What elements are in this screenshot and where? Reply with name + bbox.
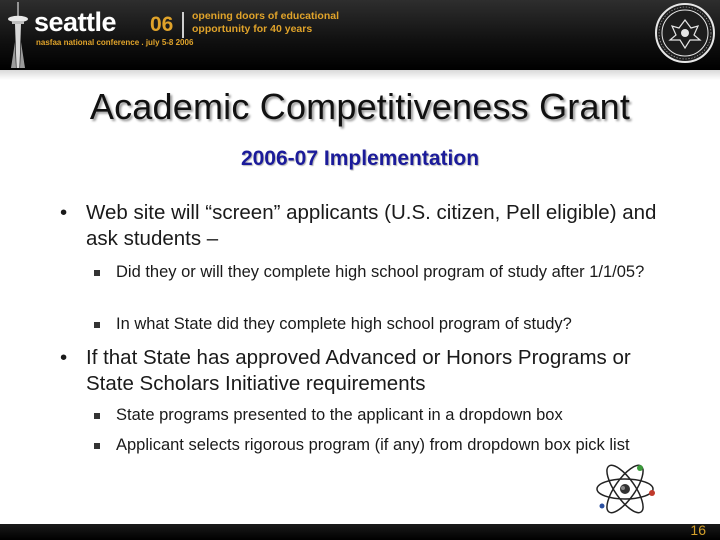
bullet-item xyxy=(60,345,660,397)
brand-year: 06 xyxy=(150,13,174,36)
square-bullet-icon xyxy=(94,443,100,449)
square-bullet-icon xyxy=(94,413,100,419)
square-bullet-icon xyxy=(94,322,100,328)
sub-bullet-text: State programs presented to the applicant in a dropdown box xyxy=(116,406,563,424)
sub-bullet-text: In what State did they complete high school program of study? xyxy=(116,315,572,333)
brand-wordmark: seattle xyxy=(34,7,117,37)
slide-subtitle: 2006-07 Implementation xyxy=(240,147,480,170)
atom-icon xyxy=(592,462,658,514)
slide-title: Academic Competitiveness Grant xyxy=(89,86,631,127)
sub-bullet-item xyxy=(94,262,694,283)
sub-bullet-item xyxy=(94,435,694,456)
bullet-text: If that State has approved Advanced or Honors Programs or State Scholars Initiative requirements xyxy=(86,346,631,395)
bullet-dot-icon: • xyxy=(60,201,68,224)
square-bullet-icon xyxy=(94,270,100,276)
conference-subline: nasfaa national conference . july 5-8 2006 xyxy=(36,38,194,47)
footer-bar xyxy=(0,524,720,540)
page-number: 16 xyxy=(690,522,706,538)
sub-bullet-item xyxy=(94,405,694,426)
conference-tagline: opening doors of educational opportunity for 40 years xyxy=(192,10,339,35)
bullet-item xyxy=(60,200,660,252)
sub-bullet-text: Applicant selects rigorous program (if any) from dropdown box pick list xyxy=(116,436,630,454)
bullet-text: Web site will “screen” applicants (U.S. citizen, Pell eligible) and ask students – xyxy=(86,201,657,250)
sub-bullet-text: Did they or will they complete high school program of study after 1/1/05? xyxy=(116,263,645,281)
bullet-dot-icon: • xyxy=(60,346,68,369)
sub-bullet-item xyxy=(94,314,694,335)
